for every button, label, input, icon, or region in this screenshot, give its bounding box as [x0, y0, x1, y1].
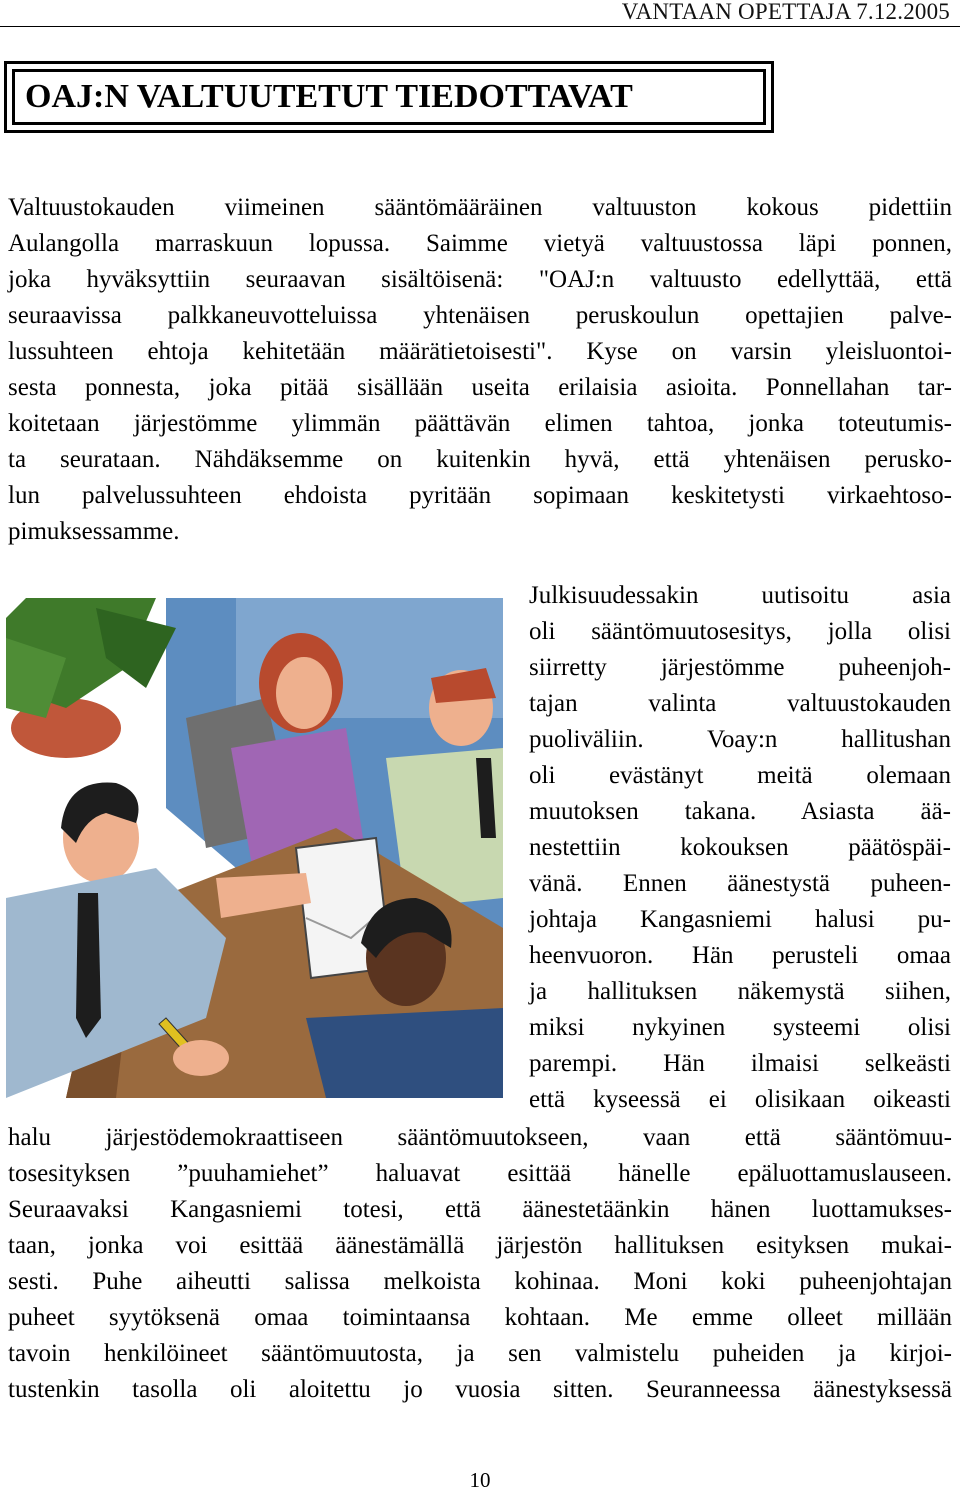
paragraph-line: tustenkin tasolla oli aloitettu jo vuosia sitten. Seuranneessa äänestyksessä [8, 1376, 952, 1403]
paragraph-line: parempi. Hän ilmaisi selkeästi [529, 1050, 951, 1077]
paragraph-line: tajan valinta valtuustokauden [529, 690, 951, 717]
paragraph-line: joka hyväksyttiin seuraavan sisältöisenä: "OAJ:n valtuusto edellyttää, että [8, 266, 952, 293]
paragraph-line: lussuhteen ehtoja kehitetään määrätietoisesti". Kyse on varsin yleisluontoi- [8, 338, 952, 365]
paragraph-line: oli evästänyt meitä olemaan [529, 762, 951, 789]
paragraph-line: seuraavissa palkkaneuvotteluissa yhtenäisen peruskoulun opettajien palve- [8, 302, 952, 329]
paragraph-3 [8, 1120, 952, 1408]
meeting-illustration-icon [6, 598, 503, 1098]
paragraph-line: oli sääntömuutosesitys, jolla olisi [529, 618, 951, 645]
paragraph-line: puheet syytöksenä omaa toimintaansa kohtaan. Me emme olleet millään [8, 1304, 952, 1331]
paragraph-line: ja hallituksen näkemystä siihen, [529, 978, 951, 1005]
paragraph-line: Seuraavaksi Kangasniemi totesi, että äänestetäänkin hänen luottamukses- [8, 1196, 952, 1223]
paragraph-line: miksi nykyinen systeemi olisi [529, 1014, 951, 1041]
article-title: OAJ:N VALTUUTETUT TIEDOTTAVAT [25, 78, 633, 115]
paragraph-line: sesta ponnesta, joka pitää sisällään useita erilaisia asioita. Ponnellahan tar- [8, 374, 952, 401]
paragraph-line: halu järjestödemokraattiseen sääntömuutokseen, vaan että sääntömuu- [8, 1124, 952, 1151]
paragraph-line: tosesityksen ”puuhamiehet” haluavat esittää hänelle epäluottamuslauseen. [8, 1160, 952, 1187]
paragraph-line: heenvuoron. Hän perusteli omaa [529, 942, 951, 969]
paragraph-line: tavoin henkilöineet sääntömuutosta, ja sen valmistelu puheiden ja kirjoi- [8, 1340, 952, 1367]
paragraph-line: että kyseessä ei olisikaan oikeasti [529, 1086, 951, 1113]
paragraph-line: puoliväliin. Voay:n hallitushan [529, 726, 951, 753]
title-box [4, 61, 774, 133]
paragraph-2 [529, 578, 951, 1118]
paragraph-line: Julkisuudessakin uutisoitu asia [529, 582, 951, 609]
paragraph-1 [8, 190, 952, 550]
paragraph-line: koitetaan järjestömme ylimmän päättävän elimen tahtoa, jonka toteutumis- [8, 410, 952, 437]
paragraph-line: Aulangolla marraskuun lopussa. Saimme vietyä valtuustossa läpi ponnen, [8, 230, 952, 257]
paragraph-line: ta seurataan. Nähdäksemme on kuitenkin hyvä, että yhtenäisen perusko- [8, 446, 952, 473]
paragraph-line: taan, jonka voi esittää äänestämällä järjestön hallituksen esityksen mukai- [8, 1232, 952, 1259]
paragraph-line: siirretty järjestömme puheenjoh- [529, 654, 951, 681]
paragraph-line: johtaja Kangasniemi halusi pu- [529, 906, 951, 933]
dark-shirt [306, 1008, 503, 1098]
page-number: 10 [469, 1468, 491, 1492]
paragraph-line: vänä. Ennen äänestystä puheen- [529, 870, 951, 897]
paragraph-line: nestettiin kokouksen päätöspäi- [529, 834, 951, 861]
paragraph-line: muutoksen takana. Asiasta ää- [529, 798, 951, 825]
publication-date: VANTAAN OPETTAJA 7.12.2005 [621, 0, 950, 24]
paragraph-line: sesti. Puhe aiheutti salissa melkoista kohinaa. Moni koki puheenjohtajan [8, 1268, 952, 1295]
paragraph-line: Valtuustokauden viimeinen sääntömääräinen valtuuston kokous pidettiin [8, 194, 952, 221]
paragraph-line: pimuksessamme. [8, 518, 180, 545]
paragraph-line: lun palvelussuhteen ehdoista pyritään sopimaan keskitetysti virkaehtoso- [8, 482, 952, 509]
